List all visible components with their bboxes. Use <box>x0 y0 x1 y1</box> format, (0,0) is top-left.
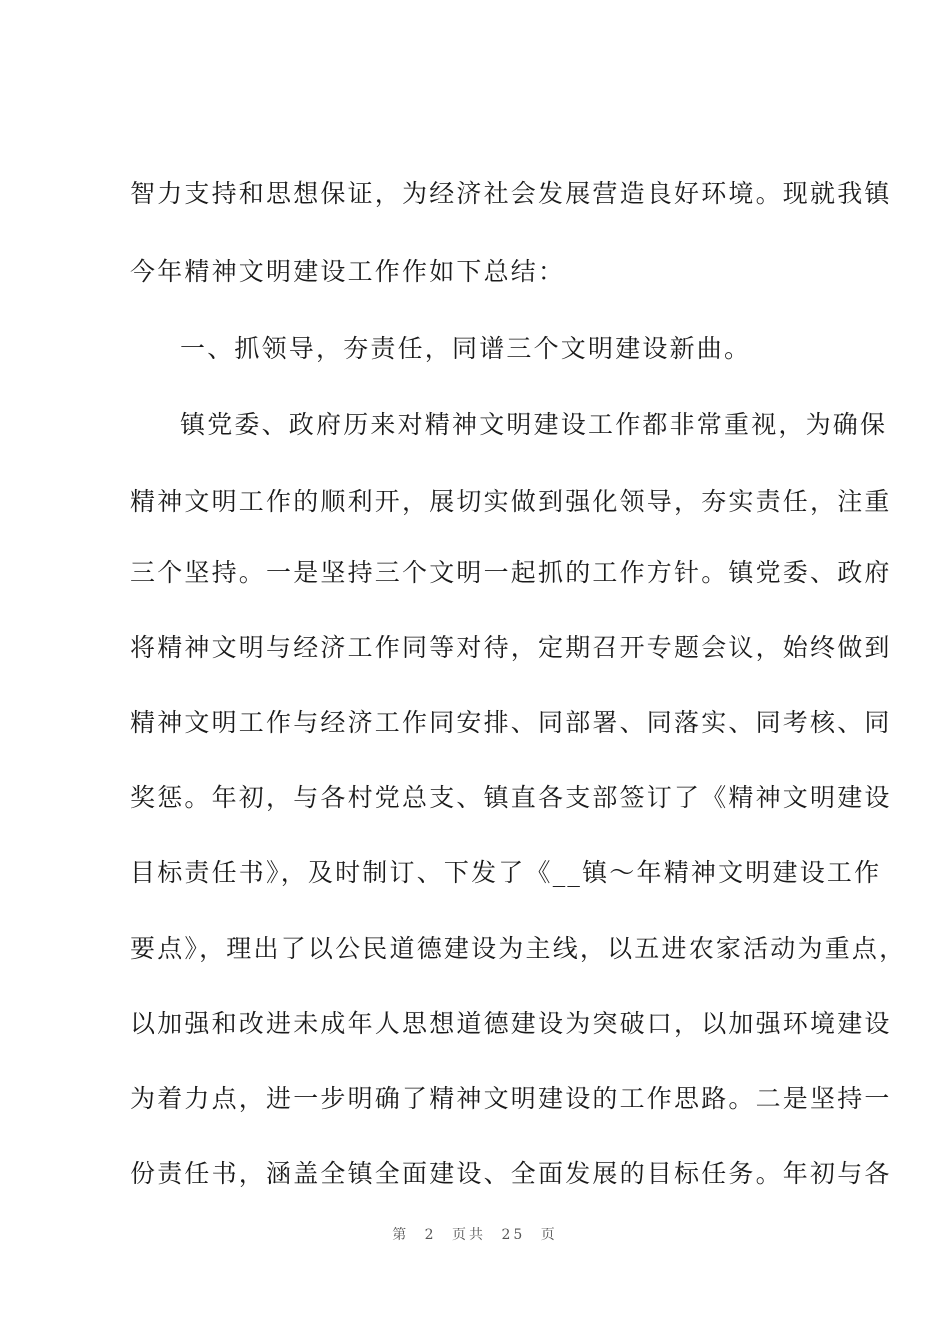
body-text-line: 今年精神文明建设工作作如下总结： <box>130 257 566 286</box>
section-heading: 一、抓领导，夯责任，同谱三个文明建设新曲。 <box>180 334 752 363</box>
body-text-line: 精神文明工作与经济工作同安排、同部署、同落实、同考核、同 <box>130 708 892 737</box>
body-text-line: 三个坚持。一是坚持三个文明一起抓的工作方针。镇党委、政府 <box>130 558 892 587</box>
page-label-suffix: 页 <box>540 1227 558 1243</box>
body-text-line: 要点》，理出了以公民道德建设为主线，以五进农家活动为重点， <box>130 934 907 963</box>
body-text-line: 奖惩。年初，与各村党总支、镇直各支部签订了《精神文明建设 <box>130 783 892 812</box>
body-text-line: 精神文明工作的顺利开，展切实做到强化领导，夯实责任，注重 <box>130 487 892 516</box>
body-text-line: 份责任书，涵盖全镇全面建设、全面发展的目标任务。年初与各 <box>130 1159 892 1188</box>
page-label-mid: 页共 <box>452 1227 487 1243</box>
body-text-line: 目标责任书》，及时制订、下发了《__镇～年精神文明建设工作 <box>130 858 882 887</box>
current-page-number: 2 <box>424 1227 437 1243</box>
body-text-line: 为着力点，进一步明确了精神文明建设的工作思路。二是坚持一 <box>130 1084 892 1113</box>
body-text-line: 以加强和改进未成年人思想道德建设为突破口，以加强环境建设 <box>130 1009 892 1038</box>
page-footer <box>0 1225 950 1245</box>
page-label-prefix: 第 <box>392 1227 410 1243</box>
total-page-count: 25 <box>501 1227 526 1243</box>
body-text-line: 将精神文明与经济工作同等对待，定期召开专题会议，始终做到 <box>130 633 892 662</box>
body-text-line: 镇党委、政府历来对精神文明建设工作都非常重视，为确保 <box>180 410 888 439</box>
body-text-line: 智力支持和思想保证，为经济社会发展营造良好环境。现就我镇 <box>130 179 892 208</box>
